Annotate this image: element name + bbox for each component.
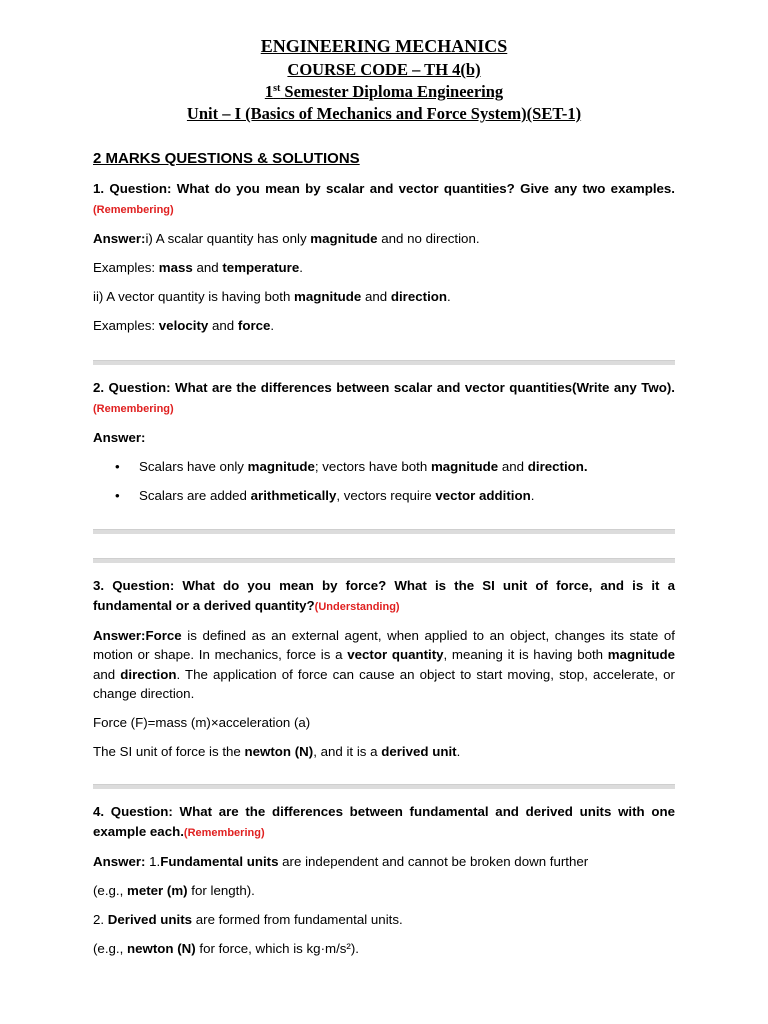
answer-text: and: [208, 318, 238, 333]
bullet-icon: •: [115, 458, 120, 474]
answer-bold: direction: [390, 289, 448, 304]
semester-number: 1: [264, 82, 274, 101]
answer-2-list: [93, 457, 675, 506]
question-2: [93, 378, 675, 419]
answer-bold: Force: [145, 627, 182, 643]
answer-bold: mass: [158, 260, 193, 275]
question-3-text: 3. Question: What do you mean by force? What is the SI unit of force, and is it a fundamental or a derived quantity?: [93, 577, 675, 613]
examples-label: Examples:: [93, 318, 159, 333]
question-2-tag: (Remembering): [93, 402, 174, 415]
course-code: COURSE CODE – TH 4(b): [287, 60, 481, 79]
answer-bold: meter (m): [127, 882, 188, 898]
answer-text: 2.: [93, 911, 108, 927]
answer-text: (e.g.,: [93, 882, 127, 898]
question-4: [93, 802, 675, 843]
answer-bold: direction.: [527, 458, 588, 474]
answer-bold: magnitude: [310, 231, 378, 246]
answer-text: , meaning it is having both: [443, 647, 608, 662]
answer-text: ii) A vector quantity is having both: [93, 289, 295, 304]
document-header: [93, 0, 675, 125]
answer-bold: derived unit: [381, 744, 457, 759]
answer-text: ; vectors have both: [314, 458, 431, 474]
examples-label: Examples:: [93, 260, 159, 275]
answer-label: Answer:: [93, 429, 146, 445]
answer-text: .: [270, 318, 275, 333]
answer-3-formula: Force (F)=mass (m)×acceleration (a): [93, 715, 311, 730]
answer-text: and no direction.: [377, 231, 480, 246]
answer-text: (e.g.,: [93, 940, 127, 956]
answer-bold: force: [237, 318, 271, 333]
answer-bold: magnitude: [607, 647, 676, 662]
answer-3-si-unit: [93, 742, 675, 762]
answer-text: and: [93, 666, 121, 682]
answer-label: Answer:: [93, 627, 146, 643]
answer-text: .: [299, 260, 303, 275]
question-1-tag: (Remembering): [93, 204, 174, 216]
answer-text: and: [498, 458, 528, 474]
question-1-text: 1. Question: What do you mean by scalar and vector quantities? Give any two examples.: [93, 181, 675, 196]
list-item: [93, 486, 675, 506]
answer-bold: vector addition: [435, 487, 531, 503]
answer-text: is defined as an external agent, when applied to an object, changes its state of motion or shape. In mechanics, force is a: [93, 627, 675, 662]
question-2-text: 2. Question: What are the differences between scalar and vector quantities(Write any Two).: [93, 379, 675, 395]
semester-line: [93, 81, 675, 103]
answer-1-examples-2: [93, 316, 675, 336]
answer-text: Scalars have only: [139, 458, 248, 474]
answer-1-examples-1: [93, 258, 675, 278]
answer-bold: arithmetically: [250, 487, 337, 503]
document-title: ENGINEERING MECHANICS: [260, 36, 508, 56]
answer-text: are independent and cannot be broken down further: [278, 853, 589, 869]
answer-text: . The application of force can cause an object to start moving, stop, accelerate, or change direction.: [93, 666, 675, 701]
answer-3-body: [93, 626, 675, 704]
answer-bold: temperature: [222, 260, 300, 275]
answer-bold: direction: [120, 666, 177, 682]
answer-text: .: [456, 744, 461, 759]
question-1: [93, 179, 675, 220]
bullet-icon: •: [115, 487, 120, 503]
answer-1-line-2: [93, 287, 675, 307]
answer-1-line-1: [93, 229, 675, 249]
answer-bold: Fundamental units: [160, 853, 279, 869]
answer-2-label: [93, 428, 675, 448]
answer-text: are formed from fundamental units.: [192, 911, 403, 927]
answer-bold: velocity: [158, 318, 209, 333]
answer-text: for length).: [187, 882, 255, 898]
answer-text: and: [192, 260, 223, 275]
answer-text: for force, which is kg·m/s²).: [195, 940, 359, 956]
question-3-tag: (Understanding): [314, 600, 400, 613]
answer-4-example-2: [93, 939, 675, 959]
answer-bold: magnitude: [294, 289, 362, 304]
question-4-text: 4. Question: What are the differences between fundamental and derived units with one example each.: [93, 803, 675, 839]
answer-bold: newton (N): [127, 940, 196, 956]
unit-title: Unit – I (Basics of Mechanics and Force System)(SET-1): [186, 104, 582, 123]
answer-label: Answer:: [93, 853, 146, 869]
answer-4-line-2: [93, 910, 675, 930]
semester-text: Semester Diploma Engineering: [280, 82, 504, 101]
list-item: [93, 457, 675, 477]
answer-text: .: [447, 289, 451, 304]
answer-text: , vectors require: [336, 487, 436, 503]
answer-bold: magnitude: [247, 458, 315, 474]
answer-bold: Derived units: [107, 911, 193, 927]
answer-bold: newton (N): [244, 744, 314, 759]
answer-4-example-1: [93, 881, 675, 901]
answer-text: and: [361, 289, 391, 304]
answer-bold: magnitude: [430, 458, 499, 474]
answer-label: Answer:: [93, 231, 146, 246]
answer-text: , and it is a: [313, 744, 382, 759]
answer-bold: vector quantity: [347, 647, 444, 662]
answer-text: .: [530, 487, 535, 503]
answer-text: The SI unit of force is the: [93, 744, 245, 759]
answer-text: Scalars are added: [139, 487, 251, 503]
answer-text: 1.: [145, 853, 161, 869]
question-4-tag: (Remembering): [183, 826, 265, 839]
question-3: [93, 576, 675, 617]
semester-superscript: st: [273, 83, 281, 94]
answer-text: i) A scalar quantity has only: [145, 231, 311, 246]
section-title: 2 MARKS QUESTIONS & SOLUTIONS: [93, 150, 360, 167]
answer-4-line-1: [93, 852, 675, 872]
